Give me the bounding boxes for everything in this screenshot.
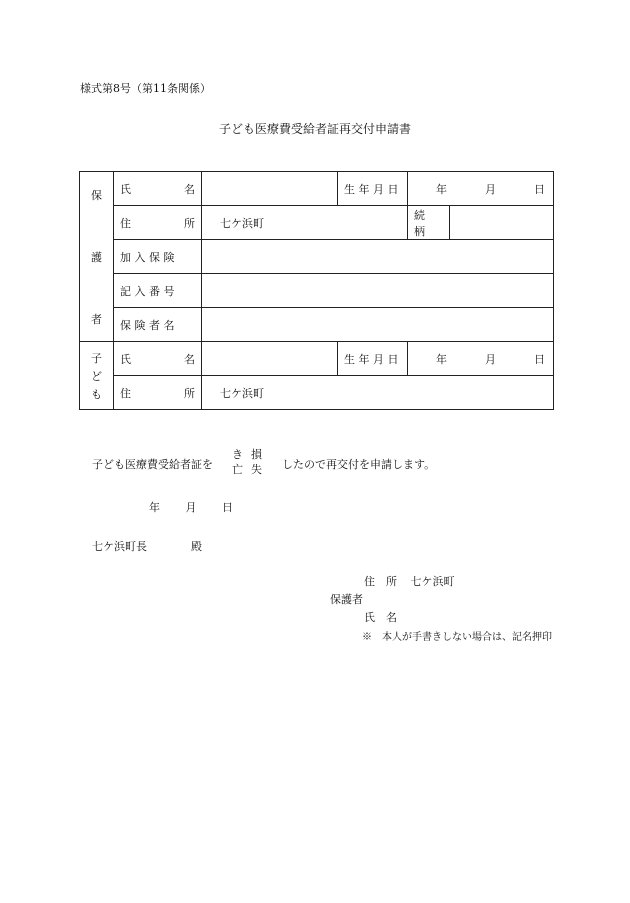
insurer-field[interactable]	[202, 308, 554, 342]
signature-note: ※ 本人が手書きしない場合は、記名押印	[362, 632, 552, 643]
guardian-char: 保	[91, 188, 102, 202]
addressee-honorific: 殿	[191, 540, 202, 553]
guardian-signature-name-label: 氏 名	[364, 611, 397, 624]
guardian-name-row	[80, 172, 554, 206]
child-char: 子	[91, 351, 102, 365]
signature-address-value: 七ケ浜町	[410, 575, 455, 588]
guardian-address-value: 七ケ浜町	[220, 216, 264, 230]
number-label: 記 入 番 号	[114, 274, 202, 308]
guardian-signature-address	[364, 573, 455, 589]
option-lost: 亡失	[232, 463, 270, 476]
relation-field[interactable]	[450, 206, 554, 240]
child-name-field[interactable]	[202, 342, 338, 376]
insurance-field[interactable]	[202, 240, 554, 274]
insurer-label: 保 険 者 名	[114, 308, 202, 342]
guardian-name-label: 氏 名	[114, 172, 202, 206]
signature-address-label: 住 所	[364, 575, 397, 588]
option-damaged: き損	[232, 448, 270, 461]
guardian-dob-label: 生 年 月 日	[338, 172, 408, 206]
guardian-char: 護	[91, 250, 102, 264]
number-field[interactable]	[202, 274, 554, 308]
guardian-section-label	[80, 172, 114, 342]
date-day-label: 日	[222, 501, 233, 514]
application-date	[149, 499, 255, 515]
addressee	[92, 538, 202, 554]
child-char: も	[91, 387, 102, 401]
insurance-label: 加 入 保 険	[114, 240, 202, 274]
child-address-row	[80, 376, 554, 410]
insurer-row	[80, 308, 554, 342]
relation-label: 続 柄	[408, 206, 450, 240]
month-label: 月	[485, 182, 496, 196]
statement-options	[232, 447, 270, 477]
guardian-name-field[interactable]	[202, 172, 338, 206]
guardian-address-label: 住 所	[114, 206, 202, 240]
date-year-label: 年	[149, 501, 160, 514]
number-row	[80, 274, 554, 308]
child-dob-label: 生 年 月 日	[338, 342, 408, 376]
child-name-row	[80, 342, 554, 376]
month-label: 月	[485, 352, 496, 366]
guardian-dob-field[interactable]	[408, 172, 554, 206]
statement-text-before: 子ども医療費受給者証を	[92, 458, 213, 471]
child-address-label: 住 所	[114, 376, 202, 410]
day-label: 日	[534, 182, 545, 196]
guardian-signature-label: 保護者	[330, 593, 363, 606]
form-number: 様式第8号（第11条関係）	[80, 82, 211, 95]
year-label: 年	[436, 182, 447, 196]
child-dob-field[interactable]	[408, 342, 554, 376]
day-label: 日	[534, 352, 545, 366]
child-section-label	[80, 342, 114, 410]
insurance-row	[80, 240, 554, 274]
addressee-name: 七ケ浜町長	[92, 540, 147, 553]
child-address-value: 七ケ浜町	[220, 386, 264, 400]
guardian-address-field[interactable]	[202, 206, 408, 240]
guardian-char: 者	[91, 312, 102, 326]
year-label: 年	[436, 352, 447, 366]
statement-text-after: したので再交付を申請します。	[282, 458, 436, 471]
child-address-field[interactable]	[202, 376, 554, 410]
application-table	[79, 171, 554, 410]
document-title: 子ども医療費受給者証再交付申請書	[218, 122, 411, 136]
guardian-address-row	[80, 206, 554, 240]
child-char: ど	[91, 369, 102, 383]
date-month-label: 月	[185, 501, 197, 514]
child-name-label: 氏 名	[114, 342, 202, 376]
